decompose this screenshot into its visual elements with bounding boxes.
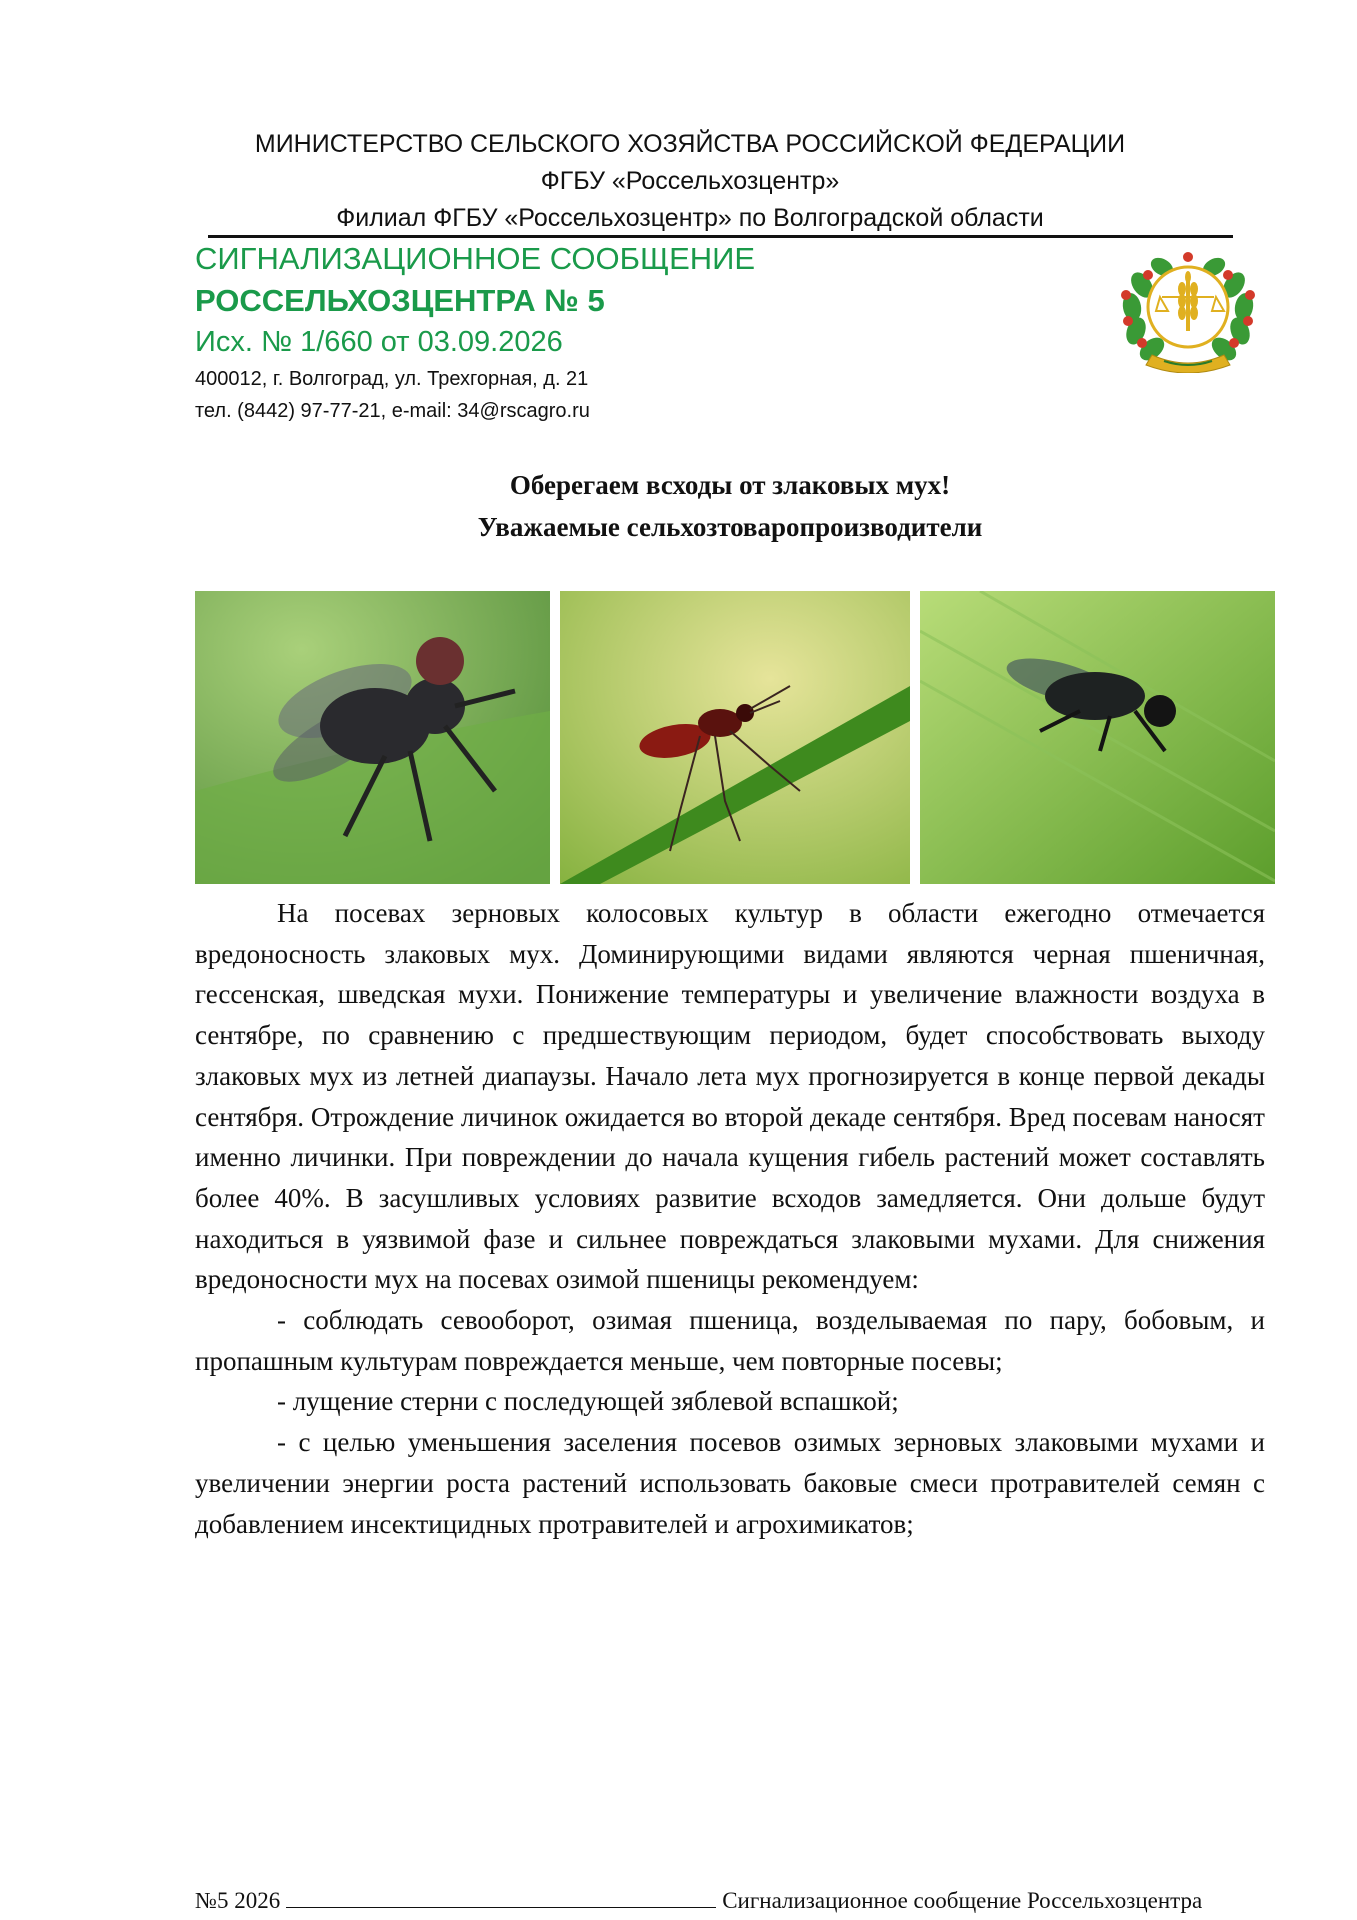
notice-address: 400012, г. Волгоград, ул. Трехгорная, д. 21: [195, 368, 589, 390]
notice-title-line1: СИГНАЛИЗАЦИОННОЕ СООБЩЕНИЕ: [195, 241, 756, 276]
footer-publication: Сигнализационное сообщение Россельхозцентра: [722, 1888, 1203, 1913]
fly-on-leaf-photo: [195, 591, 550, 884]
red-midge-on-grass-photo: [560, 591, 910, 884]
article-headline: Оберегаем всходы от злаковых мух!: [509, 470, 951, 500]
black-fly-on-leaf-photo: [920, 591, 1275, 884]
recommendation-crop-rotation: - соблюдать севооборот, озимая пшеница, возделываемая по пару, бобовым, и пропашным культурам повреждается меньше, чем повторные посевы;: [195, 1305, 1265, 1376]
header-divider: [208, 235, 1233, 238]
notice-title-line2: РОССЕЛЬХОЗЦЕНТРА № 5: [195, 283, 605, 318]
recommendation-stubble-tillage: - лущение стерни с последующей зяблевой вспашкой;: [277, 1386, 899, 1417]
ministry-name: МИНИСТЕРСТВО СЕЛЬСКОГО ХОЗЯЙСТВА РОССИЙСКОЙ ФЕДЕРАЦИИ: [254, 130, 1126, 158]
branch-name: Филиал ФГБУ «Россельхозцентр» по Волгоградской области: [336, 204, 1044, 232]
notice-reference: Исх. № 1/660 от 03.09.2026: [195, 326, 563, 358]
body-paragraph-intro: На посевах зерновых колосовых культур в области ежегодно отмечается вредоносность злаковых мух. Доминирующими видами являются черная пшеничная, гессенская, шведская мухи. Понижение температуры и увеличение влажности воздуха в сентябре, по сравнению с предшествующим периодом, будет способствовать выходу злаковых мух из летней диапаузы. Начало лета мух прогнозируется в конце первой декады сентября. Отрождение личинок ожидается во второй декаде сентября. Вред посевам наносят именно личинки. При повреждении до начала кущения гибель растений может составлять более 40%. В засушливых условиях развитие всходов замедляется. Они дольше будут находиться в уязвимой фазе и сильнее повреждаться злаковыми мухами. Для снижения вредоносности мух на посевах озимой пшеницы рекомендуем:: [195, 898, 1265, 1295]
footer-underline: [286, 1889, 716, 1908]
article-salutation: Уважаемые сельхозтоваропроизводители: [477, 512, 983, 542]
recommendation-seed-treatment: - с целью уменьшения заселения посевов озимых зерновых злаковыми мухами и увеличении энергии роста растений использовать баковые смеси протравителей семян с добавлением инсектицидных протравителей и агрохимикатов;: [195, 1427, 1265, 1539]
footer-issue: №5 2026: [195, 1888, 281, 1913]
page-footer: [195, 1888, 1202, 1914]
notice-contacts: тел. (8442) 97-77-21, e-mail: 34@rscagro.ru: [195, 400, 590, 422]
article-body: [195, 893, 1265, 1544]
rosselkhozcentr-emblem-icon: [1112, 245, 1264, 373]
organization-name: ФГБУ «Россельхозцентр»: [540, 167, 840, 195]
